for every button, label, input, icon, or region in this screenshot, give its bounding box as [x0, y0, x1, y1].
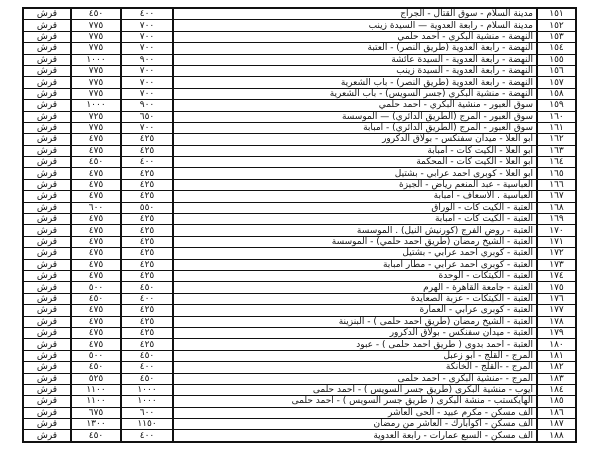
route-cell: النهضة - رابعة العدوية (طريق النصر) - باب الشعرية	[173, 77, 537, 88]
new-fare-cell: ٤٥٠	[71, 362, 121, 373]
new-fare-cell: ٤٧٥	[71, 316, 121, 327]
old-fare-cell: ٤٢٥	[121, 248, 173, 259]
old-fare-cell: ٤٢٥	[121, 225, 173, 236]
new-fare-cell: ٤٥٠	[71, 293, 121, 304]
old-fare-cell: ٧٠٠	[121, 77, 173, 88]
old-fare-cell: ٤٠٠	[121, 362, 173, 373]
new-fare-cell: ٦٠٠	[71, 202, 121, 213]
route-cell: ابو العلا - الكيت كات - المحكمة	[173, 157, 537, 168]
route-cell: العتبة - كوبرى عرابي - العمارة	[173, 305, 537, 316]
new-fare-cell: ٤٧٥	[71, 145, 121, 156]
line-number-cell: ١٥٦	[537, 65, 576, 76]
route-cell: العباسية - عبد المنعم رياض - الجيزة	[173, 179, 537, 190]
currency-cell: قرش	[23, 191, 71, 202]
new-fare-cell: ٤٧٥	[71, 248, 121, 259]
route-cell: المرج - القلج - ابو زعبل	[173, 350, 537, 361]
old-fare-cell: ٤٥٠	[121, 373, 173, 384]
new-fare-cell: ٤٧٥	[71, 339, 121, 350]
old-fare-cell: ٤٠٠	[121, 430, 173, 442]
table-row	[23, 396, 576, 407]
table-row	[23, 293, 576, 304]
table-row	[23, 168, 576, 179]
line-number-cell: ١٧٩	[537, 327, 576, 338]
route-cell: المرج - -منشية البكرى - احمد حلمى	[173, 373, 537, 384]
currency-cell: قرش	[23, 430, 71, 442]
table-row	[23, 157, 576, 168]
table-row	[23, 134, 576, 145]
currency-cell: قرش	[23, 305, 71, 316]
table-row	[23, 236, 576, 247]
table-row	[23, 88, 576, 99]
old-fare-cell: ٧٠٠	[121, 31, 173, 42]
line-number-cell: ١٧٦	[537, 293, 576, 304]
new-fare-cell: ١١٠٠	[71, 396, 121, 407]
line-number-cell: ١٦١	[537, 122, 576, 133]
currency-cell: قرش	[23, 202, 71, 213]
currency-cell: قرش	[23, 43, 71, 54]
new-fare-cell: ٤٧٥	[71, 327, 121, 338]
table-row	[23, 407, 576, 418]
old-fare-cell: ٤٢٥	[121, 339, 173, 350]
table-row	[23, 65, 576, 76]
old-fare-cell: ٤٢٥	[121, 168, 173, 179]
table-row	[23, 270, 576, 281]
route-cell: العتبة - الشيخ رمضان (طريق احمد حلمى ) - البنزينة	[173, 316, 537, 327]
table-row	[23, 384, 576, 395]
route-cell: النهضة - رابعة العدوية - السيدة زينب	[173, 65, 537, 76]
route-cell: المرج - -القلج - الخانكة	[173, 362, 537, 373]
currency-cell: قرش	[23, 350, 71, 361]
route-cell: الهايكستب - منشة البكرى ( طريق جسر السويس ) - احمد حلمى	[173, 396, 537, 407]
new-fare-cell: ٥٢٥	[71, 373, 121, 384]
currency-cell: قرش	[23, 31, 71, 42]
new-fare-cell: ٧٧٥	[71, 65, 121, 76]
table-row	[23, 54, 576, 65]
line-number-cell: ١٦٢	[537, 134, 576, 145]
route-cell: العتبة - الكيت كات - امبابة	[173, 214, 537, 225]
route-cell: العتبة - ميدان سفنكس - بولاق الدكرور	[173, 327, 537, 338]
new-fare-cell: ٧٧٥	[71, 77, 121, 88]
table-row	[23, 305, 576, 316]
currency-cell: قرش	[23, 282, 71, 293]
new-fare-cell: ٧٧٥	[71, 31, 121, 42]
new-fare-cell: ٤٧٥	[71, 168, 121, 179]
old-fare-cell: ٤٢٥	[121, 270, 173, 281]
new-fare-cell: ٤٧٥	[71, 134, 121, 145]
line-number-cell: ١٨٠	[537, 339, 576, 350]
old-fare-cell: ٤٢٥	[121, 134, 173, 145]
currency-cell: قرش	[23, 339, 71, 350]
old-fare-cell: ٤٢٥	[121, 145, 173, 156]
line-number-cell: ١٥٨	[537, 88, 576, 99]
old-fare-cell: ٧٠٠	[121, 43, 173, 54]
table-row	[23, 202, 576, 213]
table-row	[23, 20, 576, 31]
table-row	[23, 111, 576, 122]
table-row	[23, 225, 576, 236]
new-fare-cell: ٧٧٥	[71, 88, 121, 99]
new-fare-cell: ٤٥٠	[71, 430, 121, 442]
line-number-cell: ١٧٠	[537, 225, 576, 236]
line-number-cell: ١٧١	[537, 236, 576, 247]
route-cell: ابو العلا - ميدان سفنكس - بولاق الدكرور	[173, 134, 537, 145]
line-number-cell: ١٧٢	[537, 248, 576, 259]
table-row	[23, 350, 576, 361]
old-fare-cell: ١١٥٠	[121, 419, 173, 430]
new-fare-cell: ٤٧٥	[71, 179, 121, 190]
old-fare-cell: ١٠٠٠	[121, 396, 173, 407]
table-row	[23, 362, 576, 373]
new-fare-cell: ٥٠٠	[71, 350, 121, 361]
currency-cell: قرش	[23, 362, 71, 373]
table-body	[23, 8, 576, 442]
old-fare-cell: ٤٥٠	[121, 350, 173, 361]
new-fare-cell: ٦٧٥	[71, 407, 121, 418]
line-number-cell: ١٦٤	[537, 157, 576, 168]
route-cell: العتبة - كوبرى احمد عرابي - مطار امبابة	[173, 259, 537, 270]
old-fare-cell: ٦٠٠	[121, 407, 173, 418]
currency-cell: قرش	[23, 407, 71, 418]
new-fare-cell: ٧٧٥	[71, 20, 121, 31]
table-row	[23, 339, 576, 350]
new-fare-cell: ٤٧٥	[71, 236, 121, 247]
route-cell: الف مسكن - اكوابارك - العاشر من رمضان	[173, 419, 537, 430]
line-number-cell: ١٨٥	[537, 396, 576, 407]
line-number-cell: ١٧٨	[537, 316, 576, 327]
old-fare-cell: ٤٢٥	[121, 179, 173, 190]
old-fare-cell: ٩٠٠	[121, 54, 173, 65]
currency-cell: قرش	[23, 316, 71, 327]
old-fare-cell: ٧٠٠	[121, 65, 173, 76]
old-fare-cell: ٤٥٠	[121, 282, 173, 293]
new-fare-cell: ٤٧٥	[71, 191, 121, 202]
table-row	[23, 373, 576, 384]
old-fare-cell: ٩٠٠	[121, 100, 173, 111]
currency-cell: قرش	[23, 100, 71, 111]
table-row	[23, 122, 576, 133]
route-cell: مدينة السلام - سوق القتال - الجراج	[173, 8, 537, 20]
table-row	[23, 419, 576, 430]
currency-cell: قرش	[23, 259, 71, 270]
route-cell: ايوب - منشية البكرى (طريق جسر السويس ) - احمد حلمى	[173, 384, 537, 395]
table-row	[23, 191, 576, 202]
old-fare-cell: ١٠٠٠	[121, 384, 173, 395]
new-fare-cell: ٤٧٥	[71, 259, 121, 270]
route-cell: العتبة - جامعة القاهرة - الهرم	[173, 282, 537, 293]
table-row	[23, 327, 576, 338]
table-row	[23, 43, 576, 54]
currency-cell: قرش	[23, 20, 71, 31]
new-fare-cell: ٧٧٥	[71, 43, 121, 54]
route-cell: سوق العبور - منشية البكري - احمد حلمي	[173, 100, 537, 111]
line-number-cell: ١٧٧	[537, 305, 576, 316]
currency-cell: قرش	[23, 373, 71, 384]
table-row	[23, 31, 576, 42]
currency-cell: قرش	[23, 236, 71, 247]
line-number-cell: ١٥٧	[537, 77, 576, 88]
new-fare-cell: ٥٠٠	[71, 282, 121, 293]
old-fare-cell: ٧٠٠	[121, 20, 173, 31]
old-fare-cell: ٧٠٠	[121, 88, 173, 99]
old-fare-cell: ٤٠٠	[121, 293, 173, 304]
line-number-cell: ١٨٢	[537, 362, 576, 373]
currency-cell: قرش	[23, 54, 71, 65]
new-fare-cell: ١١٠٠	[71, 384, 121, 395]
bus-fare-table	[22, 7, 577, 443]
route-cell: العتبة - الكيتكات - الوحدة	[173, 270, 537, 281]
line-number-cell: ١٨٣	[537, 373, 576, 384]
route-cell: العتبة - احمد بدوى ( طريق احمد حلمى ) - عبود	[173, 339, 537, 350]
table-row	[23, 259, 576, 270]
line-number-cell: ١٦٥	[537, 168, 576, 179]
currency-cell: قرش	[23, 419, 71, 430]
line-number-cell: ١٨٤	[537, 384, 576, 395]
new-fare-cell: ١٠٠٠	[71, 54, 121, 65]
currency-cell: قرش	[23, 122, 71, 133]
line-number-cell: ١٦٦	[537, 179, 576, 190]
new-fare-cell: ٧٢٥	[71, 111, 121, 122]
old-fare-cell: ٤٢٥	[121, 316, 173, 327]
table-row	[23, 179, 576, 190]
route-cell: النهضة - منشية البكري - أحمد حلمي	[173, 31, 537, 42]
old-fare-cell: ٤٠٠	[121, 8, 173, 20]
currency-cell: قرش	[23, 327, 71, 338]
route-cell: النهضة - منشية البكري (جسر السويس) - باب الشعرية	[173, 88, 537, 99]
route-cell: العتبة - الشيخ رمضان (طريق احمد حلمي) - الموسسة	[173, 236, 537, 247]
old-fare-cell: ٤٢٥	[121, 214, 173, 225]
line-number-cell: ١٦٣	[537, 145, 576, 156]
table-row	[23, 214, 576, 225]
table-row	[23, 77, 576, 88]
line-number-cell: ١٨١	[537, 350, 576, 361]
route-cell: العباسية . الاسعاف - امبابة	[173, 191, 537, 202]
route-cell: ابو العلا - كوبرى احمد عرابي - بشتيل	[173, 168, 537, 179]
line-number-cell: ١٦٨	[537, 202, 576, 213]
currency-cell: قرش	[23, 8, 71, 20]
currency-cell: قرش	[23, 270, 71, 281]
old-fare-cell: ٤٢٥	[121, 191, 173, 202]
route-cell: مدينة السلام - رابعة العدوية — السيدة زينب	[173, 20, 537, 31]
route-cell: العتبة - روض الفرج (كورنيش النيل) . الموسسة	[173, 225, 537, 236]
currency-cell: قرش	[23, 65, 71, 76]
table-row	[23, 145, 576, 156]
old-fare-cell: ٤٠٠	[121, 157, 173, 168]
currency-cell: قرش	[23, 88, 71, 99]
old-fare-cell: ٧٠٠	[121, 122, 173, 133]
line-number-cell: ١٨٦	[537, 407, 576, 418]
line-number-cell: ١٨٨	[537, 430, 576, 442]
old-fare-cell: ٦٥٠	[121, 111, 173, 122]
old-fare-cell: ٤٢٥	[121, 327, 173, 338]
currency-cell: قرش	[23, 225, 71, 236]
line-number-cell: ١٨٧	[537, 419, 576, 430]
route-cell: العتبة - كوبري احمد عرابي - بشتيل	[173, 248, 537, 259]
route-cell: العتبة - الكيت كات - الوراق	[173, 202, 537, 213]
old-fare-cell: ٤٢٥	[121, 236, 173, 247]
currency-cell: قرش	[23, 179, 71, 190]
currency-cell: قرش	[23, 157, 71, 168]
new-fare-cell: ٤٧٥	[71, 225, 121, 236]
currency-cell: قرش	[23, 134, 71, 145]
currency-cell: قرش	[23, 168, 71, 179]
new-fare-cell: ٤٥٠	[71, 8, 121, 20]
line-number-cell: ١٥٢	[537, 20, 576, 31]
line-number-cell: ١٦٩	[537, 214, 576, 225]
line-number-cell: ١٥٥	[537, 54, 576, 65]
new-fare-cell: ٤٧٥	[71, 214, 121, 225]
currency-cell: قرش	[23, 396, 71, 407]
table-row	[23, 430, 576, 442]
new-fare-cell: ٤٥٠	[71, 157, 121, 168]
new-fare-cell: ٧٧٥	[71, 122, 121, 133]
currency-cell: قرش	[23, 293, 71, 304]
new-fare-cell: ١٠٠٠	[71, 100, 121, 111]
table-row	[23, 8, 576, 20]
route-cell: الف مسكن - السبع عمارات - رابعة العدوية	[173, 430, 537, 442]
line-number-cell: ١٧٤	[537, 270, 576, 281]
line-number-cell: ١٧٣	[537, 259, 576, 270]
currency-cell: قرش	[23, 248, 71, 259]
currency-cell: قرش	[23, 111, 71, 122]
table-row	[23, 248, 576, 259]
route-cell: سوق العبور - المرج (الطريق الدائري) — الموسسة	[173, 111, 537, 122]
currency-cell: قرش	[23, 384, 71, 395]
old-fare-cell: ٤٢٥	[121, 259, 173, 270]
line-number-cell: ١٧٥	[537, 282, 576, 293]
new-fare-cell: ٤٧٥	[71, 305, 121, 316]
old-fare-cell: ٥٥٠	[121, 202, 173, 213]
line-number-cell: ١٦٧	[537, 191, 576, 202]
route-cell: سوق العبور - المرج (الطريق الدائري) - امبابة	[173, 122, 537, 133]
line-number-cell: ١٦٠	[537, 111, 576, 122]
currency-cell: قرش	[23, 77, 71, 88]
currency-cell: قرش	[23, 145, 71, 156]
table-row	[23, 282, 576, 293]
table-row	[23, 100, 576, 111]
line-number-cell: ١٥١	[537, 8, 576, 20]
route-cell: النهضة - رابعة العدوية - السيدة عائشة	[173, 54, 537, 65]
line-number-cell: ١٥٣	[537, 31, 576, 42]
route-cell: النهضة - رابعة العدوية (طريق النصر) - العتبة	[173, 43, 537, 54]
currency-cell: قرش	[23, 214, 71, 225]
table-row	[23, 316, 576, 327]
route-cell: العتبة - الكيتكات - عزبة الصعايدة	[173, 293, 537, 304]
route-cell: ابو العلا - الكيت كات - امبابة	[173, 145, 537, 156]
old-fare-cell: ٤٢٥	[121, 305, 173, 316]
line-number-cell: ١٥٩	[537, 100, 576, 111]
new-fare-cell: ١٣٠٠	[71, 419, 121, 430]
line-number-cell: ١٥٤	[537, 43, 576, 54]
route-cell: الف مسكن - مكرم عبيد - الحى العاشر	[173, 407, 537, 418]
new-fare-cell: ٤٧٥	[71, 270, 121, 281]
